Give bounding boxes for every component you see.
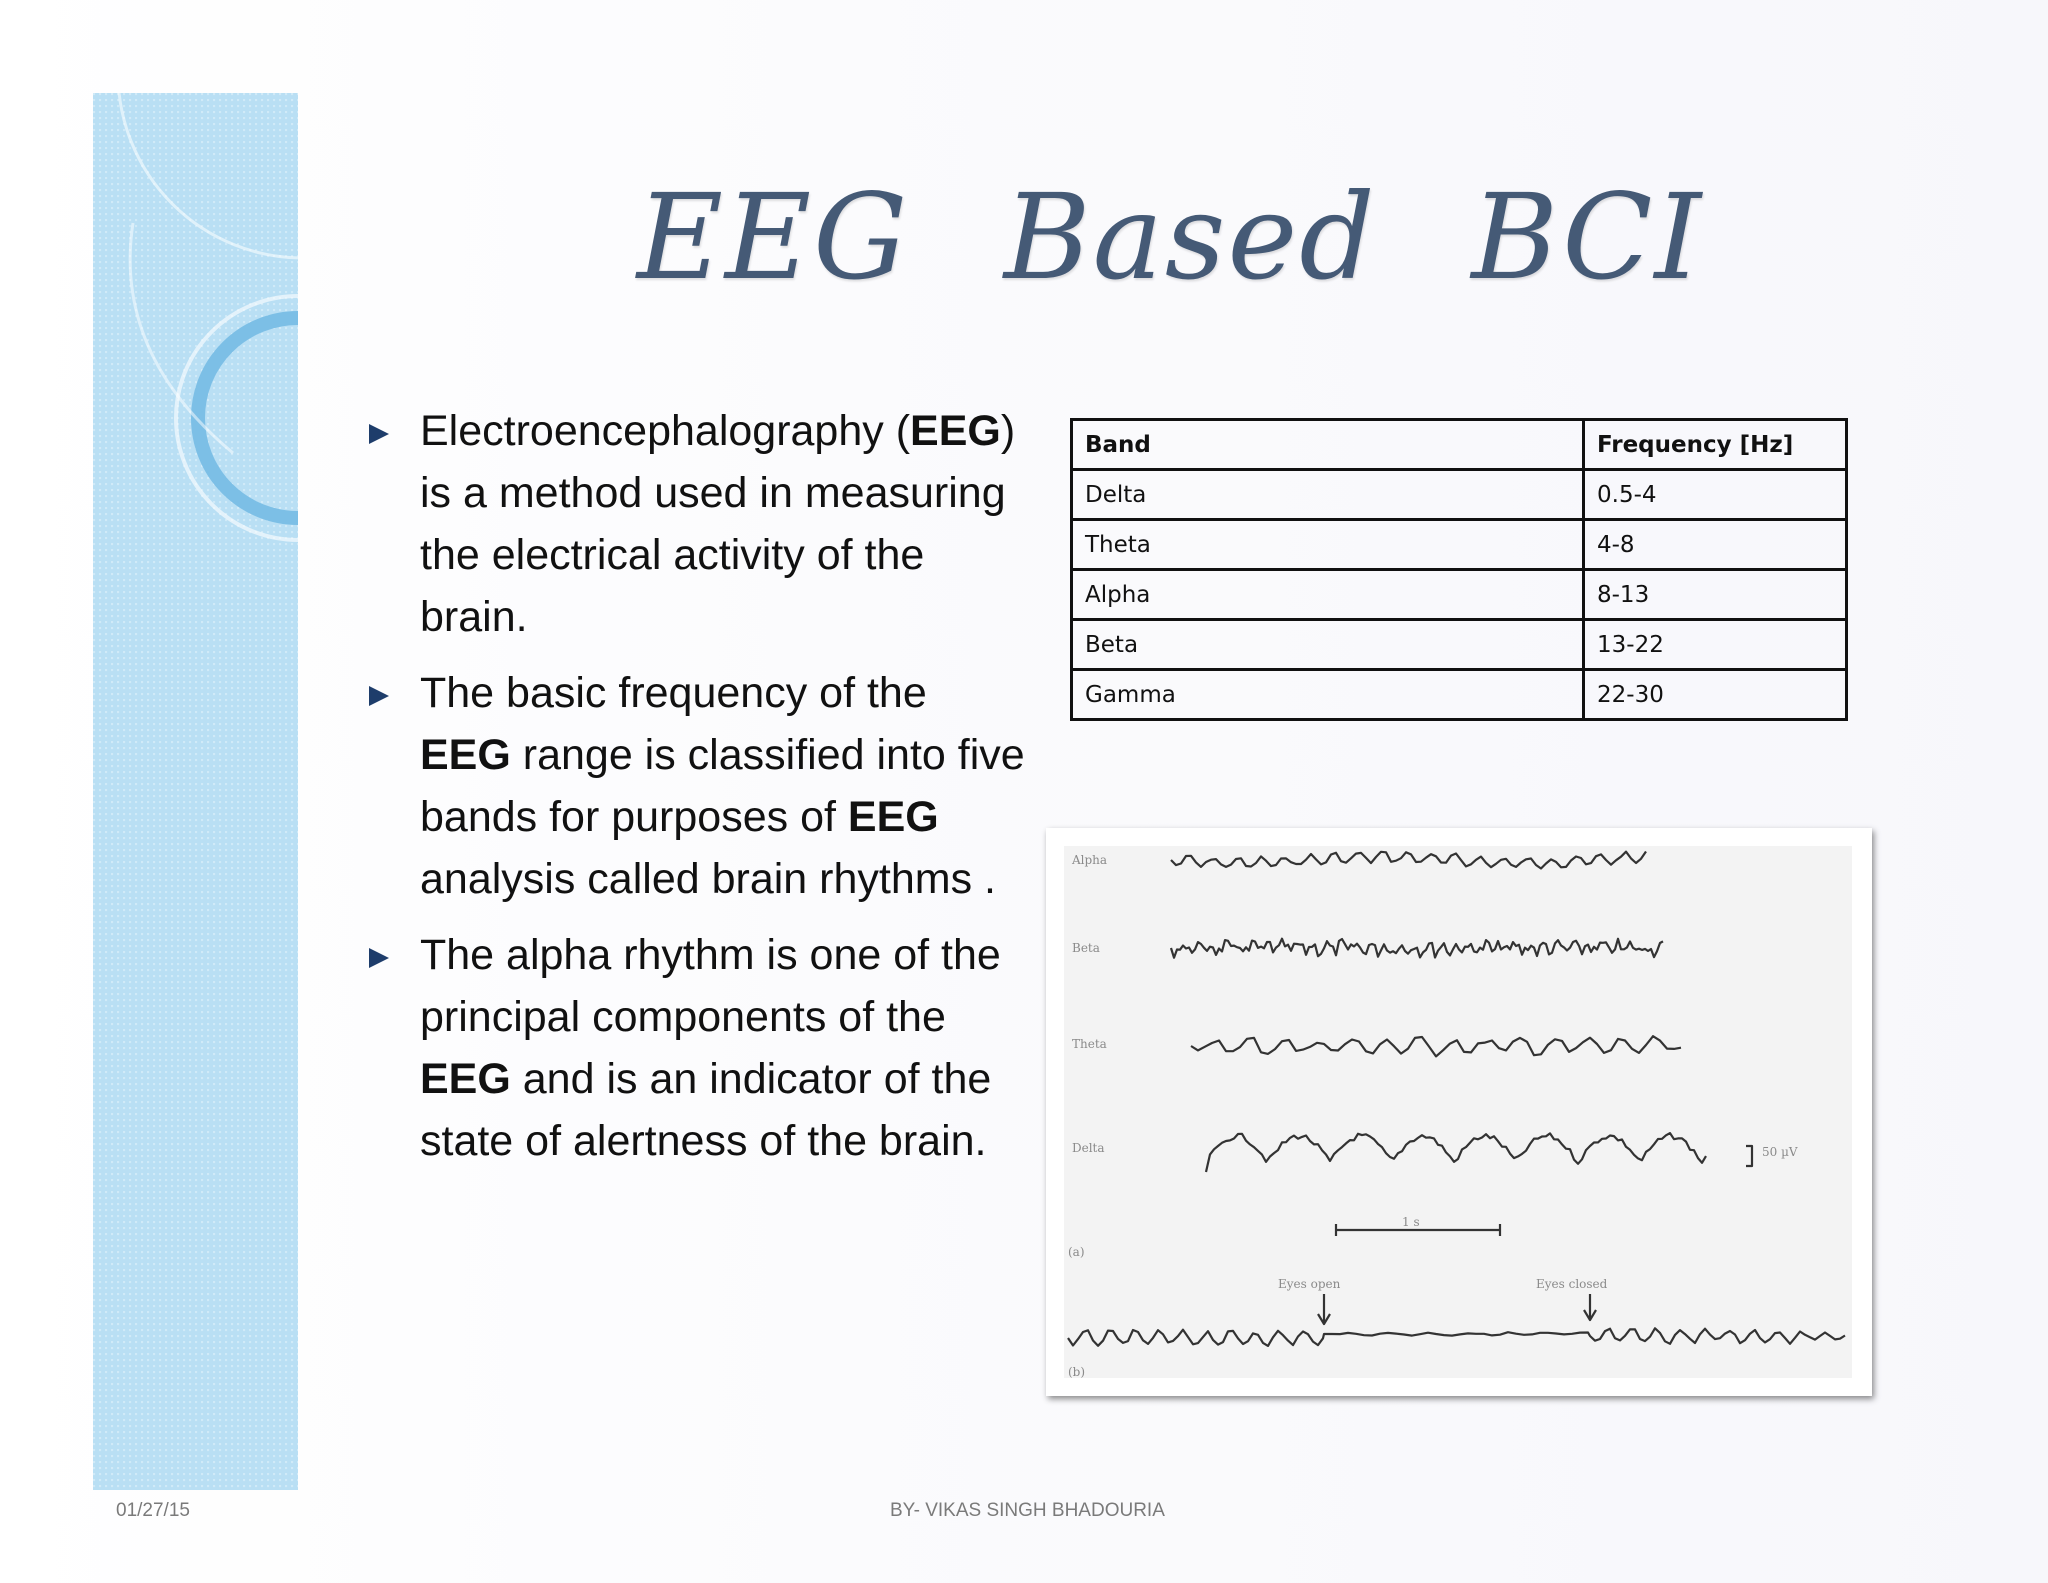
trace-label-theta: Theta <box>1072 1037 1107 1051</box>
table-row <box>1072 570 1847 620</box>
footer-author: BY- VIKAS SINGH BHADOURIA <box>890 1500 1165 1521</box>
table-header-row <box>1072 420 1847 470</box>
panel-a-label: (a) <box>1068 1245 1085 1259</box>
trace-label-alpha: Alpha <box>1072 853 1108 867</box>
table-cell-band: Beta <box>1072 620 1584 670</box>
bullet-text: The alpha rhythm is one of the principal components of the <box>420 931 1001 1041</box>
table-header-band: Band <box>1072 420 1584 470</box>
bullet-text-bold: EEG <box>420 1055 511 1103</box>
table-cell-band: Alpha <box>1072 570 1584 620</box>
bullet-item <box>365 924 1025 1172</box>
amplitude-scale-label: 50 µV <box>1762 1145 1798 1159</box>
table-cell-frequency: 0.5-4 <box>1584 470 1847 520</box>
table-row <box>1072 520 1847 570</box>
table-cell-band: Delta <box>1072 470 1584 520</box>
decorative-circles <box>93 93 298 1490</box>
panel-b-label: (b) <box>1068 1365 1086 1379</box>
table-row <box>1072 470 1847 520</box>
table-row <box>1072 620 1847 670</box>
bullet-list <box>365 400 1025 1186</box>
slide-title: EEG Based BCI <box>636 168 1704 306</box>
bullet-arrow-icon <box>369 948 389 968</box>
trace-label-delta: Delta <box>1072 1141 1105 1155</box>
table-cell-band: Theta <box>1072 520 1584 570</box>
eyes-open-label: Eyes open <box>1278 1277 1341 1291</box>
bullet-text: analysis called brain rhythms . <box>420 855 996 903</box>
table-cell-frequency: 13-22 <box>1584 620 1847 670</box>
bullet-arrow-icon <box>369 686 389 706</box>
table-cell-frequency: 8-13 <box>1584 570 1847 620</box>
frequency-band-table <box>1070 418 1848 721</box>
eyes-closed-label: Eyes closed <box>1536 1277 1608 1291</box>
bullet-text-bold: EEG <box>910 407 1001 455</box>
bullet-item <box>365 400 1025 648</box>
table-cell-frequency: 4-8 <box>1584 520 1847 570</box>
eeg-waveform-image <box>1046 828 1872 1396</box>
footer-date: 01/27/15 <box>116 1500 190 1521</box>
table-row <box>1072 670 1847 720</box>
trace-label-beta: Beta <box>1072 941 1100 955</box>
time-scale-label: 1 s <box>1402 1215 1420 1229</box>
bullet-item <box>365 662 1025 910</box>
bullet-text: Electroencephalography ( <box>420 407 911 455</box>
eeg-waveform-figure <box>1046 828 1872 1396</box>
table-cell-frequency: 22-30 <box>1584 670 1847 720</box>
bullet-text: The basic frequency of the <box>420 669 927 717</box>
table-cell-band: Gamma <box>1072 670 1584 720</box>
bullet-text: range is classified into five bands for purposes of <box>420 731 1025 841</box>
decorative-side-strip <box>93 93 298 1490</box>
bullet-arrow-icon <box>369 424 389 444</box>
table-header-frequency: Frequency [Hz] <box>1584 420 1847 470</box>
bullet-text: and is an indicator of the state of alertness of the brain. <box>420 1055 992 1165</box>
bullet-text-bold: EEG <box>847 793 939 841</box>
bullet-text-bold: EEG <box>420 731 511 779</box>
bullet-text: ) is a method used in measuring the electrical activity of the brain. <box>420 407 1016 641</box>
